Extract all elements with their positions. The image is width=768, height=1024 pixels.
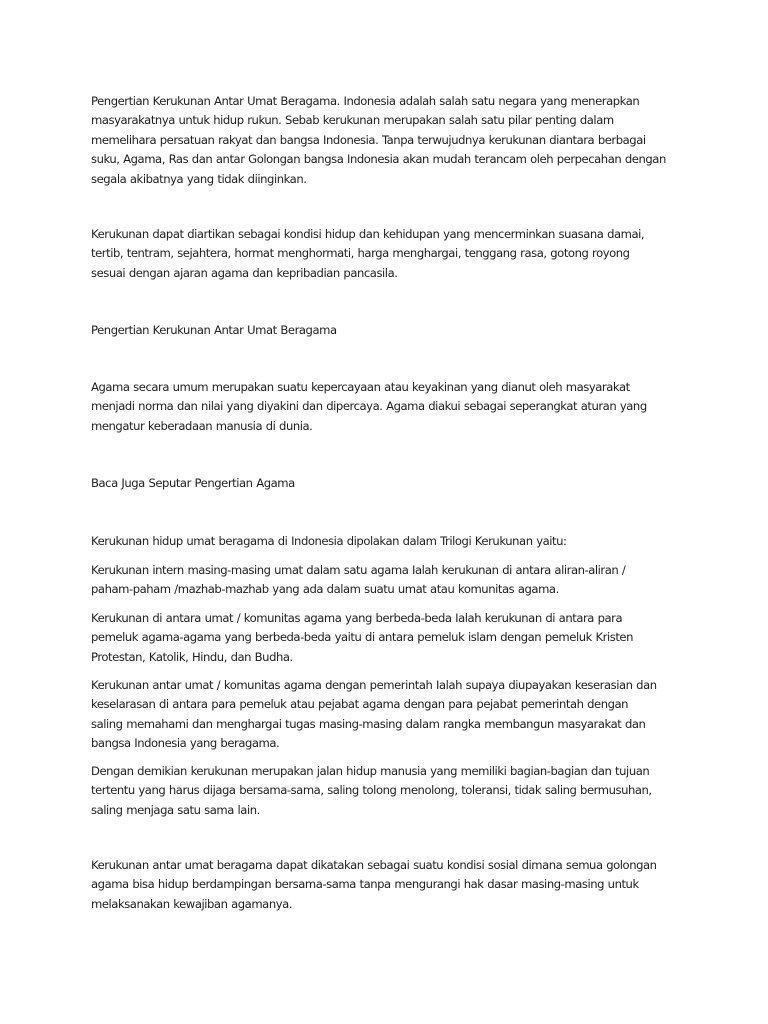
text-line: melaksanakan kewajiban agamanya.: [91, 896, 293, 911]
text-line: paham-paham /mazhab-mazhab yang ada dalam suatu umat atau komunitas agama.: [91, 582, 559, 597]
text-line: Kerukunan antar umat beragama dapat dikatakan sebagai suatu kondisi sosial dimana semua golongan: [91, 858, 657, 872]
text-line: menjadi norma dan nilai yang diyakini dan dipercaya. Agama diakui sebagai seperangkat aturan yang: [91, 399, 647, 414]
text-line: Pengertian Kerukunan Antar Umat Beragama: [91, 323, 337, 337]
section-heading: [91, 321, 681, 340]
text-line: tertentu yang harus dijaga bersama-sama, saling tolong menolong, toleransi, tidak saling bermusuhan,: [91, 783, 652, 798]
paragraph-intro: [91, 92, 681, 189]
text-line: Kerukunan dapat diartikan sebagai kondisi hidup dan kehidupan yang mencerminkan suasana damai,: [91, 227, 645, 241]
text-line: suku, Agama, Ras dan antar Golongan bangsa Indonesia akan mudah terancam oleh perpecahan dengan: [91, 152, 666, 167]
paragraph-intern: [91, 561, 681, 600]
text-line: tertib, tentram, sejahtera, hormat menghormati, harga menghargai, tenggang rasa, gotong royong: [91, 246, 630, 261]
paragraph-government: [91, 676, 681, 754]
text-line: Agama secara umum merupakan suatu kepercayaan atau keyakinan yang dianut oleh masyarakat: [91, 380, 630, 394]
text-line: Pengertian Kerukunan Antar Umat Beragama. Indonesia adalah salah satu negara yang menerapkan: [91, 94, 640, 108]
text-line: Kerukunan di antara umat / komunitas agama yang berbeda-beda Ialah kerukunan di antara para: [91, 611, 623, 625]
paragraph-inter-community: [91, 609, 681, 667]
paragraph-trilogy: [91, 532, 681, 551]
text-line: Protestan, Katolik, Hindu, dan Budha.: [91, 649, 293, 664]
paragraph-read-also: [91, 474, 681, 493]
text-line: masyarakatnya untuk hidup rukun. Sebab kerukunan merupakan salah satu pilar penting dalam: [91, 113, 614, 128]
text-line: agama bisa hidup berdampingan bersama-sama tanpa mengurangi hak dasar masing-masing untuk: [91, 877, 639, 892]
text-line: Dengan demikian kerukunan merupakan jalan hidup manusia yang memiliki bagian-bagian dan tujuan: [91, 764, 650, 778]
text-line: Kerukunan hidup umat beragama di Indonesia dipolakan dalam Trilogi Kerukunan yaitu:: [91, 534, 567, 548]
paragraph-religion: [91, 378, 681, 436]
paragraph-conclusion: [91, 762, 681, 820]
text-line: pemeluk agama-agama yang berbeda-beda yaitu di antara pemeluk islam dengan pemeluk Kristen: [91, 630, 634, 645]
text-line: mengatur keberadaan manusia di dunia.: [91, 418, 313, 433]
paragraph-social-condition: [91, 856, 681, 914]
text-line: saling memahami dan menghargai tugas masing-masing dalam rangka membangun masyarakat dan: [91, 716, 646, 731]
text-line: keselarasan di antara para pemeluk atau pejabat agama dengan para pejabat pemerintah dengan: [91, 697, 629, 712]
text-line: Baca Juga Seputar Pengertian Agama: [91, 476, 295, 490]
text-line: bangsa Indonesia yang beragama.: [91, 736, 280, 751]
text-line: segala akibatnya yang tidak diinginkan.: [91, 171, 307, 186]
text-line: memelihara persatuan rakyat dan bangsa Indonesia. Tanpa terwujudnya kerukunan diantara berbagai: [91, 132, 646, 147]
text-line: sesuai dengan ajaran agama dan kepribadian pancasila.: [91, 265, 398, 280]
text-line: saling menjaga satu sama lain.: [91, 802, 260, 817]
text-line: Kerukunan intern masing-masing umat dalam satu agama Ialah kerukunan di antara aliran-aliran /: [91, 563, 626, 577]
paragraph-definition: [91, 225, 681, 283]
text-line: Kerukunan antar umat / komunitas agama dengan pemerintah Ialah supaya diupayakan keserasian dan: [91, 678, 657, 692]
